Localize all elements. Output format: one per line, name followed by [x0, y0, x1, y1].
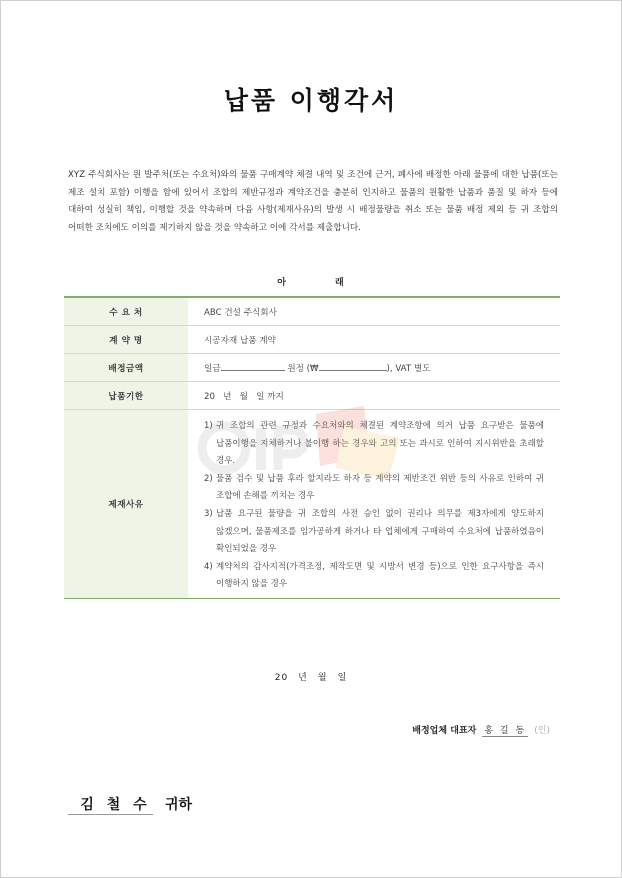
- row-label-reasons: 제재사유: [64, 410, 188, 599]
- table-row: [64, 354, 560, 382]
- deadline-until: 까지: [267, 391, 284, 402]
- recipient-line: [68, 794, 192, 815]
- signer-line: [412, 723, 550, 737]
- reason-number: 3): [204, 508, 213, 519]
- row-label-amount: 배정금액: [64, 354, 188, 382]
- amount-prefix: 일금: [204, 364, 221, 374]
- reason-text: 물품 검수 및 납품 후라 할지라도 하자 등 계약의 제반조건 위반 등의 사유로 인하여 귀 조합에 손해를 끼치는 경우: [216, 473, 544, 502]
- deadline-year: 20: [204, 391, 215, 402]
- row-label-contract: 계 약 명: [64, 326, 188, 354]
- list-item: [204, 418, 544, 471]
- table-row: [64, 382, 560, 410]
- seal-mark: (인): [534, 726, 550, 736]
- row-label-deadline: 납품기한: [64, 382, 188, 410]
- row-value-amount: [188, 354, 560, 382]
- notice-heading-right: 래: [335, 278, 345, 288]
- date-day-unit: 일: [337, 673, 348, 683]
- document-title: 납품 이행각서: [223, 86, 399, 115]
- recipient-honorific: 귀하: [165, 797, 193, 813]
- list-item: [204, 559, 544, 594]
- deadline-year-unit: 년: [223, 391, 232, 402]
- reason-text: 계약처의 감사지적(가격조정, 제작도면 및 시방서 변경 등)으로 인한 요구사항을 즉시 이행하지 않을 경우: [216, 561, 544, 590]
- reason-number: 1): [204, 421, 213, 431]
- signer-name[interactable]: 홍 길 동: [482, 723, 528, 737]
- reason-number: 4): [204, 561, 213, 572]
- list-item: [204, 506, 544, 559]
- notice-heading-left: 아: [277, 278, 287, 288]
- document-date: [1, 670, 621, 683]
- row-label-customer: 수 요 처: [64, 297, 188, 326]
- date-month-unit: 월: [317, 673, 328, 683]
- reason-text: 귀 조합의 관련 규정과 수요처와의 체결된 계약조항에 의거 납품 요구받은 물품에 납품이행을 지체하거나 불이행 하는 경우와 고의 또는 과시로 인하여 지시위반을 초래할 경우.: [216, 421, 544, 467]
- intro-paragraph: XYZ 주식회사는 원 발주처(또는 수요처)와의 물품 구매계약 체결 내역 및 조건에 근거, 폐사에 배정한 아래 물품에 대한 납품(또는 제조 설치 포함) 이행을 함에 있어서 조합의 제반규정과 계약조건을 충분히 인지하고 물품의 원활한 납품과 품질 및 하자 등에 대하여 성실히 책임, 이행할 것을 약속하며 다음 사항(제재사유)의 발생 시 배정물량을 취소 또는 물품 배정 제외 등 귀 조합의 어떠한 조치에도 이의를 제기하지 않을 것을 약속하고 이에 각서를 제출합니다.: [68, 170, 558, 233]
- date-year-unit: 년: [298, 673, 308, 683]
- reasons-list: [204, 418, 544, 594]
- row-value-contract: 시공자재 납품 계약: [188, 326, 560, 354]
- deadline-day-unit: 일: [256, 391, 265, 402]
- reason-number: 2): [204, 473, 213, 484]
- amount-mid: 원정 (₩: [287, 364, 319, 374]
- list-item: [204, 471, 544, 506]
- row-value-customer: ABC 건설 주식회사: [188, 297, 560, 326]
- signer-role: 배정업체 대표자: [412, 726, 477, 736]
- amount-suffix: ), VAT 별도: [386, 364, 431, 374]
- table-row: [64, 410, 560, 599]
- table-row: [64, 297, 560, 326]
- table-row: [64, 326, 560, 354]
- recipient-name[interactable]: 김 철 수: [68, 794, 153, 815]
- row-value-deadline: [188, 382, 560, 410]
- deadline-month-unit: 월: [239, 391, 248, 402]
- amount-number-blank[interactable]: [319, 361, 387, 371]
- notice-heading: [1, 275, 621, 288]
- amount-korean-blank[interactable]: [221, 361, 285, 371]
- row-value-reasons: [188, 410, 560, 599]
- delivery-info-table: [64, 296, 560, 599]
- date-year: 20: [274, 673, 289, 683]
- reason-text: 납품 요구된 물량을 귀 조합의 사전 승인 없이 권리나 의무를 제3자에게 양도하지 않겠으며, 물품제조를 임가공하게 하거나 타 업체에게 구매하여 수요처에 납품하였음이 확인되었을 경우: [216, 508, 544, 555]
